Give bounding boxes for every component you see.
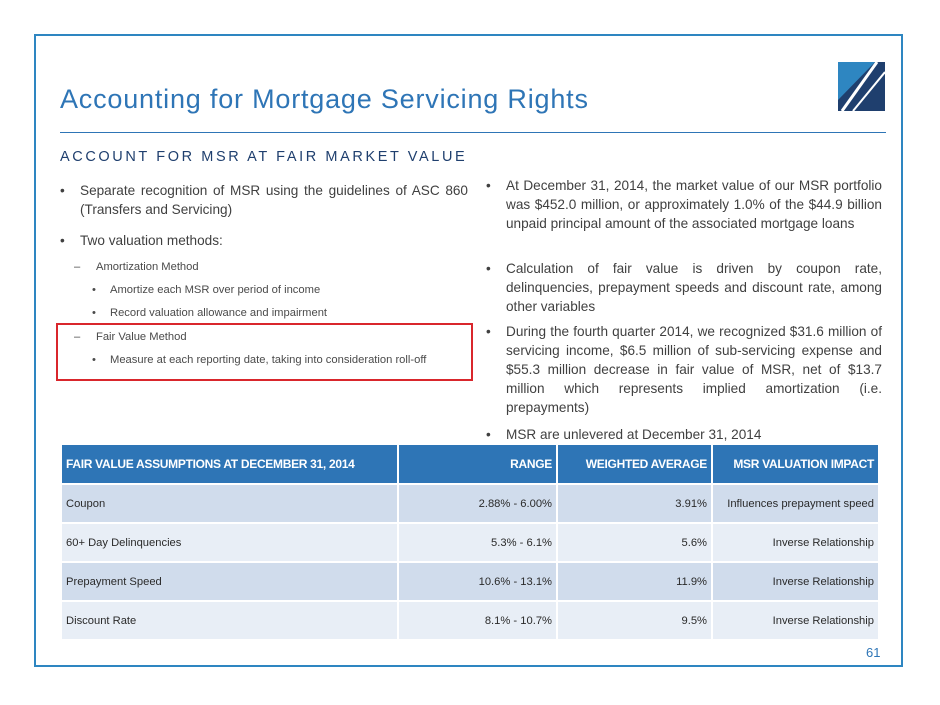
- method-label: Amortization Method: [96, 261, 199, 273]
- cell-range: 2.88% - 6.00%: [398, 484, 557, 523]
- cell-assumption: Coupon: [62, 484, 398, 523]
- cell-weighted-average: 5.6%: [557, 523, 712, 562]
- cell-valuation-impact: Influences prepayment speed: [712, 484, 878, 523]
- bullet-icon: •: [60, 183, 65, 198]
- cell-assumption: 60+ Day Delinquencies: [62, 523, 398, 562]
- cell-weighted-average: 3.91%: [557, 484, 712, 523]
- bullet-icon: •: [92, 354, 96, 366]
- dash-icon: –: [74, 331, 81, 343]
- left-bullet-methods: [60, 231, 468, 250]
- right-bullet-market-value: [486, 176, 882, 233]
- table-row: [62, 601, 878, 639]
- table-row: [62, 562, 878, 601]
- cell-valuation-impact: Inverse Relationship: [712, 523, 878, 562]
- section-subheading: ACCOUNT FOR MSR AT FAIR MARKET VALUE: [60, 149, 468, 165]
- fair-value-highlight-box: [56, 323, 473, 381]
- bullet-text: Separate recognition of MSR using the guidelines of ASC 860 (Transfers and Servicing): [80, 183, 468, 217]
- right-bullet-fourth-quarter: [486, 322, 882, 417]
- method-amortization: [74, 261, 199, 273]
- fair-value-assumptions-table: [62, 445, 878, 639]
- method-label: Fair Value Method: [96, 331, 187, 343]
- left-bullet-asc860: [60, 181, 468, 219]
- table-row: [62, 484, 878, 523]
- bullet-icon: •: [60, 233, 65, 248]
- method-item: [92, 284, 320, 296]
- method-item-text: Measure at each reporting date, taking into consideration roll-off: [110, 354, 427, 366]
- right-bullet-unlevered: [486, 425, 882, 444]
- dash-icon: –: [74, 261, 81, 273]
- cell-valuation-impact: Inverse Relationship: [712, 562, 878, 601]
- bullet-icon: •: [486, 178, 491, 193]
- bullet-icon: •: [486, 261, 491, 276]
- cell-range: 8.1% - 10.7%: [398, 601, 557, 639]
- table-header-row: [62, 445, 878, 484]
- cell-weighted-average: 9.5%: [557, 601, 712, 639]
- company-logo: [838, 62, 885, 111]
- table-row: [62, 523, 878, 562]
- cell-assumption: Prepayment Speed: [62, 562, 398, 601]
- bullet-icon: •: [92, 307, 96, 319]
- cell-weighted-average: 11.9%: [557, 562, 712, 601]
- bullet-text: At December 31, 2014, the market value of our MSR portfolio was $452.0 million, or approximately 1.0% of the $44.9 billion unpaid principal amount of the associated mortgage loans: [506, 178, 882, 231]
- cell-assumption: Discount Rate: [62, 601, 398, 639]
- method-item: [92, 307, 327, 319]
- header-assumption: FAIR VALUE ASSUMPTIONS AT DECEMBER 31, 2014: [62, 445, 398, 484]
- cell-range: 5.3% - 6.1%: [398, 523, 557, 562]
- bullet-text: MSR are unlevered at December 31, 2014: [506, 427, 762, 442]
- bullet-icon: •: [92, 284, 96, 296]
- bullet-icon: •: [486, 324, 491, 339]
- method-item-text: Amortize each MSR over period of income: [110, 284, 321, 296]
- method-item-text: Record valuation allowance and impairment: [110, 307, 328, 319]
- header-valuation-impact: MSR VALUATION IMPACT: [712, 445, 878, 484]
- header-range: RANGE: [398, 445, 557, 484]
- title-divider: [60, 132, 886, 133]
- bullet-text: Calculation of fair value is driven by coupon rate, delinquencies, prepayment speeds and discount rate, among other variables: [506, 261, 882, 314]
- bullet-text: Two valuation methods:: [80, 233, 223, 248]
- header-weighted-average: WEIGHTED AVERAGE: [557, 445, 712, 484]
- cell-range: 10.6% - 13.1%: [398, 562, 557, 601]
- bullet-text: During the fourth quarter 2014, we recognized $31.6 million of servicing income, $6.5 million of sub-servicing expense and $55.3 million decrease in fair value of MSR, net of $13.7 million which represents implied amortization (i.e. prepayments): [506, 324, 882, 415]
- bullet-icon: •: [486, 427, 491, 442]
- page-number: 61: [866, 645, 881, 660]
- cell-valuation-impact: Inverse Relationship: [712, 601, 878, 639]
- right-bullet-calculation: [486, 259, 882, 316]
- slide-title: Accounting for Mortgage Servicing Rights: [60, 84, 589, 114]
